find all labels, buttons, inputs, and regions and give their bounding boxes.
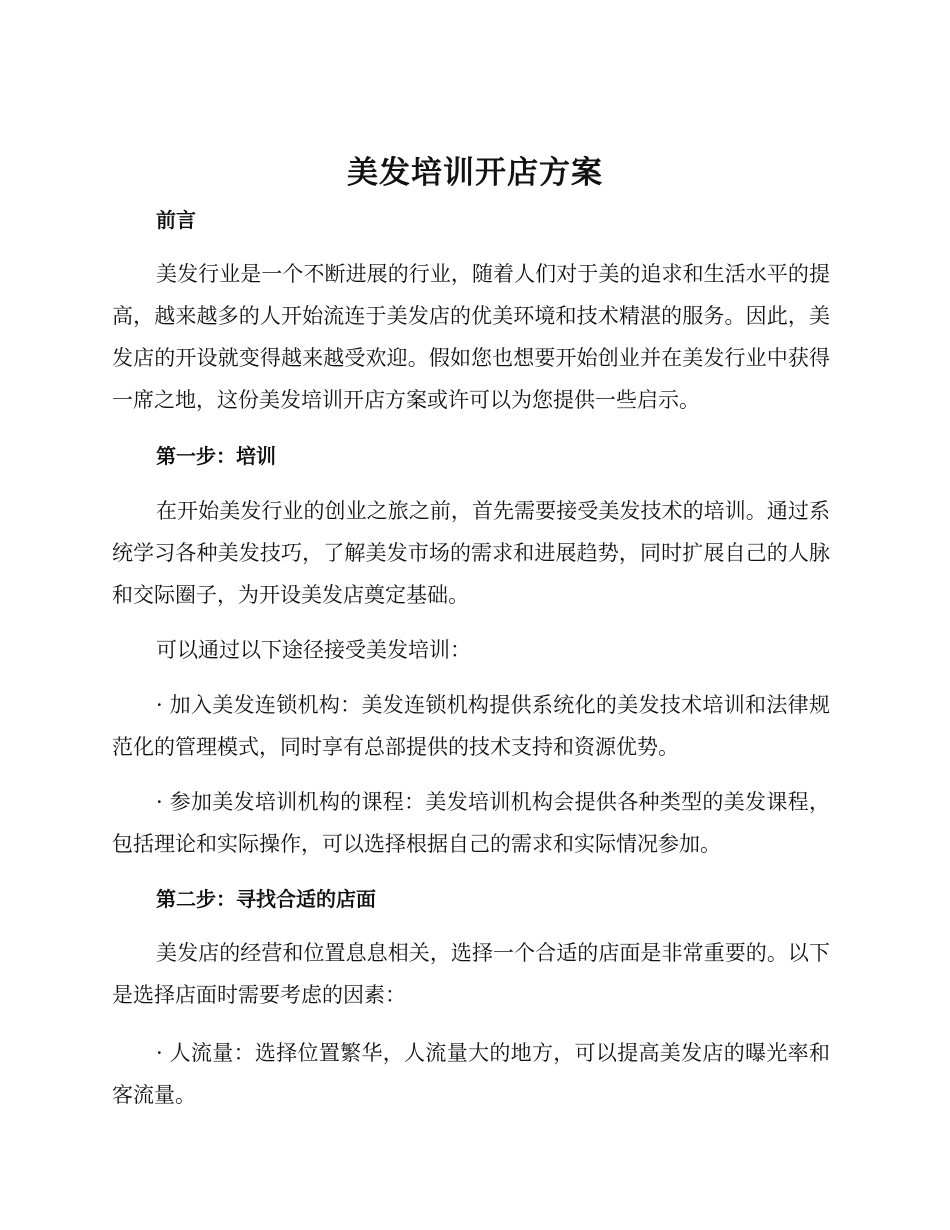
document-title: 美发培训开店方案 xyxy=(347,155,603,191)
section-heading-step-one: 第一步：培训 xyxy=(156,444,276,468)
list-item-foot-traffic: · 人流量：选择位置繁华，人流量大的地方，可以提高美发店的曝光率和客流量。 xyxy=(112,1041,830,1107)
paragraph-step-one-routes: 可以通过以下途径接受美发培训： xyxy=(156,638,471,662)
section-heading-preface: 前言 xyxy=(156,208,196,232)
section-heading-step-two: 第二步：寻找合适的店面 xyxy=(156,887,376,911)
list-item-training-course: · 参加美发培训机构的课程：美发培训机构会提供各种类型的美发课程，包括理论和实际操作，可以选择根据自己的需求和实际情况参加。 xyxy=(112,790,830,856)
paragraph-preface: 美发行业是一个不断进展的行业，随着人们对于美的追求和生活水平的提高，越来越多的人开始流连于美发店的优美环境和技术精湛的服务。因此，美发店的开设就变得越来越受欢迎。假如您也想要开始创业并在美发行业中获得一席之地，这份美发培训开店方案或许可以为您提供一些启示。 xyxy=(112,262,830,412)
paragraph-step-two-intro: 美发店的经营和位置息息相关，选择一个合适的店面是非常重要的。以下是选择店面时需要考虑的因素： xyxy=(112,941,830,1007)
list-item-chain-agency: · 加入美发连锁机构：美发连锁机构提供系统化的美发技术培训和法律规范化的管理模式，同时享有总部提供的技术支持和资源优势。 xyxy=(112,693,830,759)
paragraph-step-one-intro: 在开始美发行业的创业之旅之前，首先需要接受美发技术的培训。通过系统学习各种美发技巧，了解美发市场的需求和进展趋势，同时扩展自己的人脉和交际圈子，为开设美发店奠定基础。 xyxy=(112,499,830,607)
